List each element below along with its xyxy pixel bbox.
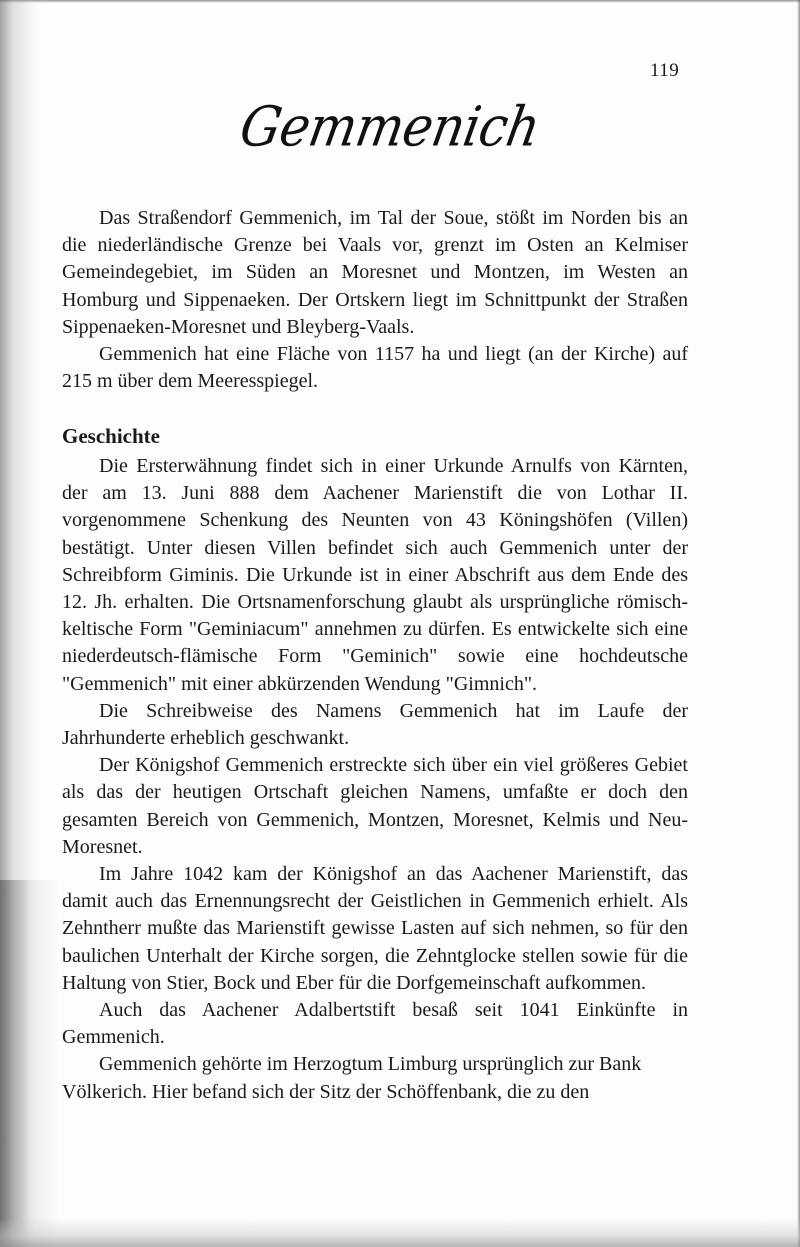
scan-shadow-left-lower xyxy=(0,880,60,1247)
body-paragraph: Im Jahre 1042 kam der Königshof an das Aachener Marienstift, das damit auch das Ernennungsrecht der Geistlichen in Gemmenich erhielt. Als Zehntherr mußte das Marienstift gewisse Lasten auf sich nehmen, so für den baulichen Unterhalt der Kirche sorgen, die Zehntglocke stellen sowie für die Haltung von Stier, Bock und Eber für die Dorfgemeinschaft aufkommen. xyxy=(62,863,688,994)
body-paragraph: Gemmenich gehörte im Herzogtum Limburg ursprünglich zur Bank Völkerich. Hier befand sich der Sitz der Schöffenbank, die zu den xyxy=(62,1053,642,1103)
page-number: 119 xyxy=(650,60,680,81)
chapter-title: Gemmenich xyxy=(235,95,545,159)
intro-paragraph: Gemmenich hat eine Fläche von 1157 ha und liegt (an der Kirche) auf 215 m über dem Meeresspiegel. xyxy=(62,343,688,393)
intro-paragraph: Das Straßendorf Gemmenich, im Tal der Soue, stößt im Norden bis an die niederländische Grenze bei Vaals vor, grenzt im Osten an Kelmiser Gemeindegebiet, im Süden an Moresnet und Montzen, im Westen an Homburg und Sippenaeken. Der Ortskern liegt im Schnittpunkt der Straßen Sippenaeken-Moresnet und Bleyberg-Vaals. xyxy=(62,207,688,338)
section-body xyxy=(62,453,688,1106)
section-heading: Geschichte xyxy=(62,424,160,448)
body-paragraph: Der Königshof Gemmenich erstreckte sich über ein viel größeres Gebiet als das der heutigen Ortschaft gleichen Namens, umfaßte er doch den gesamten Bereich von Gemmenich, Montzen, Moresnet, Kelmis und Neu-Moresnet. xyxy=(62,754,688,858)
body-paragraph: Die Schreibweise des Namens Gemmenich hat im Laufe der Jahrhunderte erheblich geschwankt. xyxy=(62,699,688,750)
scan-shadow-bottom xyxy=(0,1218,800,1247)
scan-shadow-top xyxy=(0,0,800,3)
body-paragraph: Die Ersterwähnung findet sich in einer Urkunde Arnulfs von Kärnten, der am 13. Juni 888 dem Aachener Marienstift die von Lothar II. vorgenommene Schenkung des Neunten von 43 Köningshöfen (Villen) bestätigt. Unter diesen Villen befindet sich auch Gemmenich unter der Schreibform Giminis. Die Urkunde ist in einer Abschrift aus dem Ende des 12. Jh. erhalten. Die Ortsnamenforschung glaubt als ursprüngliche römisch-keltische Form "Geminiacum" annehmen zu dürfen. Es entwickelte sich eine niederdeutsch-flämische Form "Geminich" sowie eine hochdeutsche "Gemmenich" mit einer abkürzenden Wendung "Gimnich". xyxy=(62,455,688,695)
intro-text xyxy=(62,205,688,395)
body-paragraph: Auch das Aachener Adalbertstift besaß seit 1041 Einkünfte in Gemmenich. xyxy=(62,999,688,1049)
